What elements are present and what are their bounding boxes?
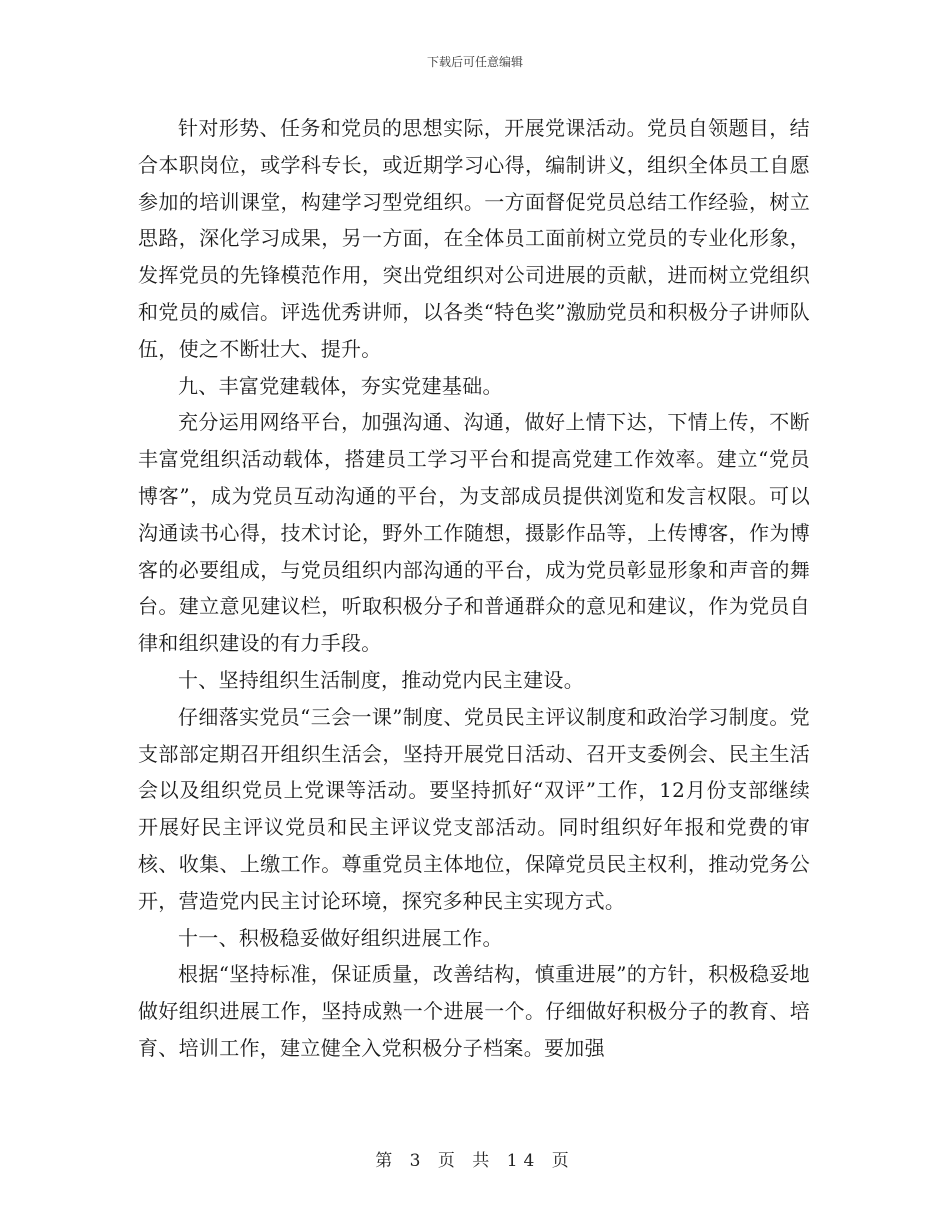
paragraph-network-platform: 充分运用网络平台，加强沟通、沟通，做好上情下达，下情上传，不断丰富党组织活动载体，搭建员工学习平台和提高党建工作效率。建立“党员博客”，成为党员互动沟通的平台，为支部成员提供浏览和发言权限。可以沟通读书心得，技术讨论，野外工作随想，摄影作品等，上传博客，作为博客的必要组成，与党员组织内部沟通的平台，成为党员彰显形象和声音的舞台。建立意见建议栏，听取积极分子和普通群众的意见和建议，作为党员自律和组织建设的有力手段。 (138, 410, 810, 656)
document-body (138, 110, 810, 1067)
section-heading-10: 十、坚持组织生活制度，推动党内民主建设。 (178, 667, 584, 692)
paragraph-organization-development: 根据“坚持标准，保证质量，改善结构，慎重进展”的方针，积极稳妥地做好组织进展工作，坚持成熟一个进展一个。仔细做好积极分子的教育、培育、培训工作，建立健全入党积极分子档案。要加强 (138, 962, 810, 1060)
paragraph-party-lecture: 针对形势、任务和党员的思想实际，开展党课活动。党员自领题目，结合本职岗位，或学科专长，或近期学习心得，编制讲义，组织全体员工自愿参加的培训课堂，构建学习型党组织。一方面督促党员总结工作经验，树立思路，深化学习成果，另一方面，在全体员工面前树立党员的专业化形象，发挥党员的先锋模范作用，突出党组织对公司进展的贡献，进而树立党组织和党员的威信。评选优秀讲师，以各类“特色奖”激励党员和积极分子讲师队伍，使之不断壮大、提升。 (138, 116, 810, 361)
section-heading-9: 九、丰富党建载体，夯实党建基础。 (178, 373, 503, 398)
page-header-note: 下载后可任意编辑 (426, 55, 523, 69)
section-heading-11: 十一、积极稳妥做好组织进展工作。 (178, 925, 503, 950)
page-number: 第 3 页 共 14 页 (375, 1151, 575, 1171)
paragraph-organization-life: 仔细落实党员“三会一课”制度、党员民主评议制度和政治学习制度。党支部部定期召开组织生活会，坚持开展党日活动、召开支委例会、民主生活会以及组织党员上党课等活动。要坚持抓好“双评”工作，12月份支部继续开展好民主评议党员和民主评议党支部活动。同时组织好年报和党费的审核、收集、上缴工作。尊重党员主体地位，保障党员民主权利，推动党务公开，营造党内民主讨论环境，探究多种民主实现方式。 (138, 704, 810, 913)
